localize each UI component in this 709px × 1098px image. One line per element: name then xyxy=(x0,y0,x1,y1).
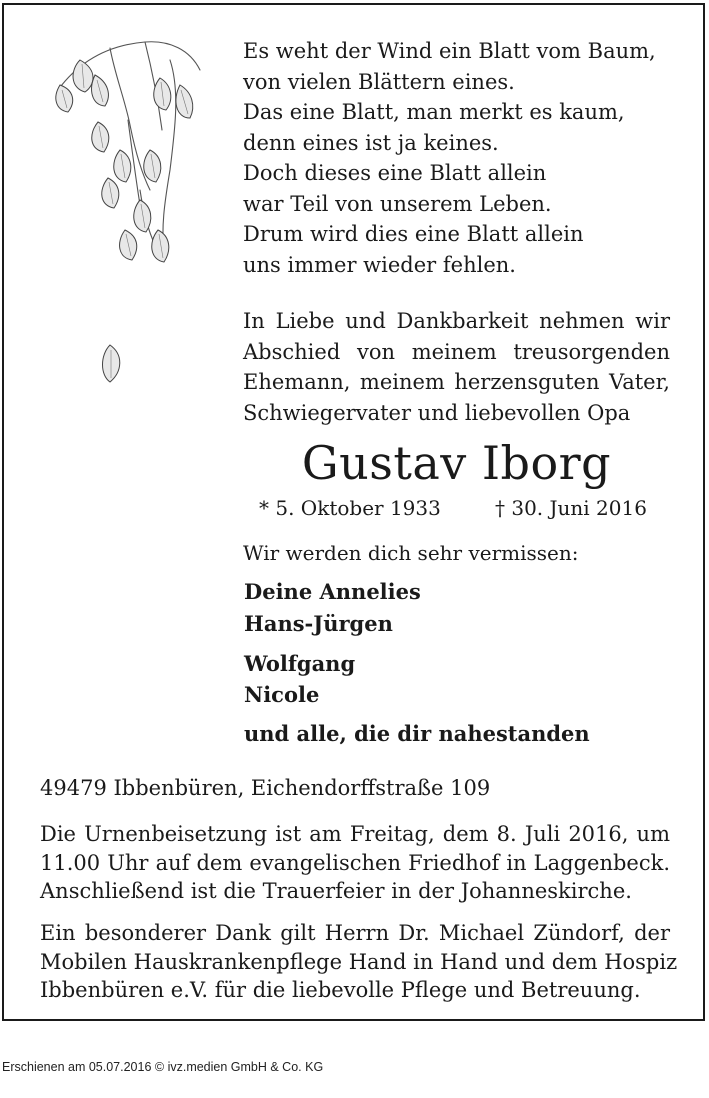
mourner-name: Wolfgang xyxy=(244,651,356,676)
funeral-line: Anschließend ist die Trauerfeier in der Johanneskirche. xyxy=(40,879,632,903)
poem-line: Das eine Blatt, man merkt es kaum, xyxy=(243,100,625,124)
thanks-line: Ibbenbüren e.V. für die liebevolle Pflege und Betreuung. xyxy=(40,978,641,1002)
address: 49479 Ibbenbüren, Eichendorffstraße 109 xyxy=(40,776,491,800)
birth-date: * 5. Oktober 1933 xyxy=(259,496,441,520)
birch-branch-illustration xyxy=(40,30,230,400)
mourner-name: Hans-Jürgen xyxy=(244,611,393,636)
poem xyxy=(243,36,673,280)
publication-footer: Erschienen am 05.07.2016 © ivz.medien GmbH & Co. KG xyxy=(2,1060,324,1074)
thanks-paragraph xyxy=(40,919,678,1005)
death-date: † 30. Juni 2016 xyxy=(495,496,647,520)
funeral-line: 11.00 Uhr auf dem evangelischen Friedhof in Laggenbeck. xyxy=(40,850,670,875)
intro-line: Schwiegervater und liebevollen Opa xyxy=(243,400,631,425)
poem-line: war Teil von unserem Leben. xyxy=(243,191,552,216)
thanks-line: Ein besonderer Dank gilt Herrn Dr. Michael Zündorf, der xyxy=(40,921,670,945)
deceased-name: Gustav Iborg xyxy=(301,436,612,490)
mourners-intro: Wir werden dich sehr vermissen: xyxy=(243,541,579,565)
funeral-line: Die Urnenbeisetzung ist am Freitag, dem 8. Juli 2016, um xyxy=(40,822,670,846)
poem-line: Doch dieses eine Blatt allein xyxy=(243,161,547,185)
farewell-intro xyxy=(243,306,670,428)
intro-line: Ehemann, meinem herzensguten Vater, xyxy=(243,370,670,394)
poem-line: Drum wird dies eine Blatt allein xyxy=(243,222,584,246)
mourner-name: Deine Annelies xyxy=(244,579,421,604)
thanks-line: Mobilen Hauskrankenpflege Hand in Hand und dem Hospiz xyxy=(40,949,678,974)
poem-line: uns immer wieder fehlen. xyxy=(243,252,516,277)
mourner-name: und alle, die dir nahestanden xyxy=(244,721,590,746)
intro-line: In Liebe und Dankbarkeit nehmen wir xyxy=(243,309,670,333)
mourner-name: Nicole xyxy=(244,682,320,707)
intro-line: Abschied von meinem treusorgenden xyxy=(243,339,670,364)
poem-line: von vielen Blättern eines. xyxy=(243,69,515,94)
poem-line: denn eines ist ja keines. xyxy=(243,130,499,155)
poem-line: Es weht der Wind ein Blatt vom Baum, xyxy=(243,39,656,63)
funeral-details xyxy=(40,820,670,906)
